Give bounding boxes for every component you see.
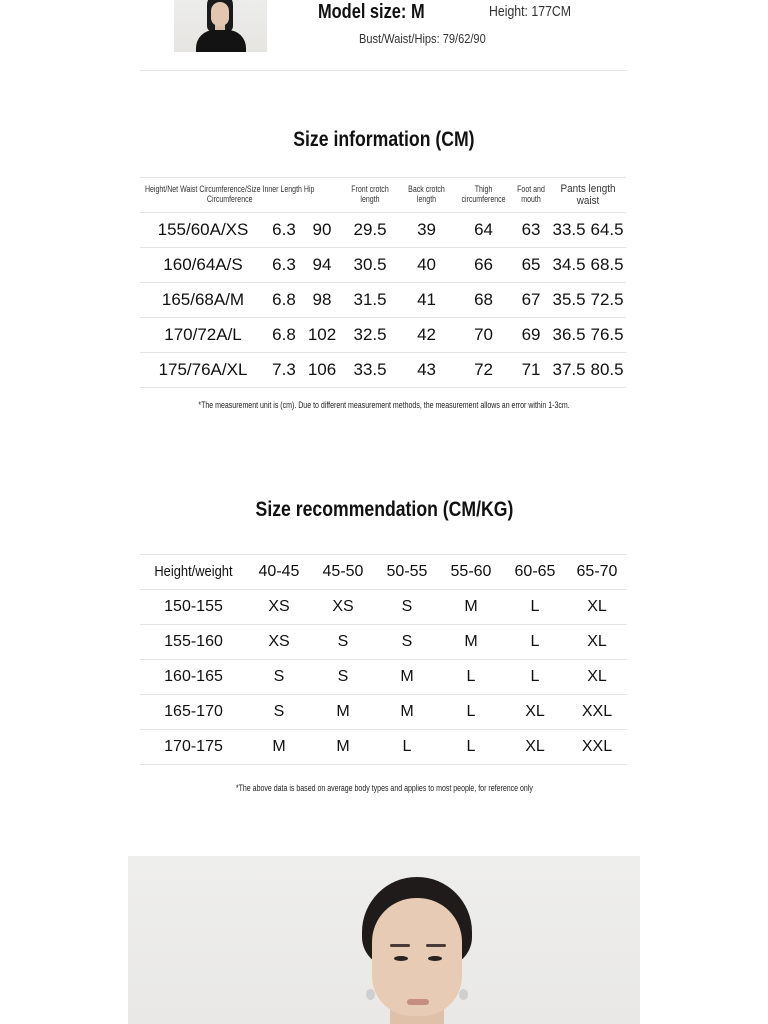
table-cell: L [439, 695, 503, 730]
header-weight-range: 45-50 [311, 555, 375, 590]
table-cell: XL [503, 730, 567, 765]
table-cell: 33.5 [342, 353, 398, 388]
table-row [140, 590, 627, 625]
header-weight-range: 55-60 [439, 555, 503, 590]
table-row [140, 660, 627, 695]
table-row [140, 730, 627, 765]
table-cell: 39 [398, 213, 455, 248]
table-cell: 6.3 [266, 213, 302, 248]
header-back-crotch: Back crotch length [398, 178, 455, 213]
table-row [140, 353, 626, 388]
divider [140, 70, 627, 71]
size-rec-note: *The above data is based on average body types and applies to most people, for reference only [235, 783, 533, 793]
model-height-label: Height: 177CM [489, 3, 572, 20]
table-row [140, 283, 626, 318]
table-cell: XL [567, 590, 627, 625]
row-label-cell: 165/68A/M [140, 283, 266, 318]
table-cell: 90 [302, 213, 342, 248]
model-photo [128, 856, 640, 1024]
table-cell: M [375, 660, 439, 695]
model-measurements: Bust/Waist/Hips: 79/62/90 [359, 31, 486, 46]
table-cell: 33.5 [550, 213, 588, 248]
table-cell: S [247, 695, 311, 730]
table-cell: L [375, 730, 439, 765]
table-cell: 68 [455, 283, 512, 318]
table-cell: M [311, 695, 375, 730]
table-cell: 72.5 [588, 283, 626, 318]
header-pants-length-waist: Pants length waist [550, 178, 626, 213]
table-cell: 80.5 [588, 353, 626, 388]
table-cell: XL [503, 695, 567, 730]
table-cell: 42 [398, 318, 455, 353]
table-cell: 36.5 [550, 318, 588, 353]
table-cell: 7.3 [266, 353, 302, 388]
table-cell: M [439, 590, 503, 625]
header-weight-range: 65-70 [567, 555, 627, 590]
table-cell: 66 [455, 248, 512, 283]
row-label-cell: 165-170 [140, 695, 247, 730]
table-cell: 31.5 [342, 283, 398, 318]
table-cell: 68.5 [588, 248, 626, 283]
table-cell: 70 [455, 318, 512, 353]
table-cell: 69 [512, 318, 550, 353]
row-label-cell: 155-160 [140, 625, 247, 660]
size-info-table [140, 177, 626, 388]
header-height-waist: Height/Net Waist Circumference/Size Inner Length Hip Circumference [140, 178, 342, 213]
row-label-cell: 160-165 [140, 660, 247, 695]
table-cell: M [247, 730, 311, 765]
row-label-cell: 160/64A/S [140, 248, 266, 283]
table-cell: 106 [302, 353, 342, 388]
table-cell: 6.3 [266, 248, 302, 283]
table-cell: 94 [302, 248, 342, 283]
header-thigh: Thigh circumference [455, 178, 512, 213]
table-cell: 41 [398, 283, 455, 318]
table-cell: 102 [302, 318, 342, 353]
table-cell: 64 [455, 213, 512, 248]
table-cell: 67 [512, 283, 550, 318]
row-label-cell: 170/72A/L [140, 318, 266, 353]
row-label-cell: 170-175 [140, 730, 247, 765]
size-rec-title: Size recommendation (CM/KG) [255, 498, 513, 521]
table-cell: 30.5 [342, 248, 398, 283]
table-cell: L [439, 730, 503, 765]
table-cell: XS [311, 590, 375, 625]
table-cell: 64.5 [588, 213, 626, 248]
header-height-weight: Height/weight [140, 555, 247, 590]
table-cell: 32.5 [342, 318, 398, 353]
table-cell: M [439, 625, 503, 660]
table-cell: XXL [567, 730, 627, 765]
table-cell: XS [247, 590, 311, 625]
table-cell: 37.5 [550, 353, 588, 388]
size-info-title: Size information (CM) [293, 128, 475, 151]
table-cell: M [375, 695, 439, 730]
table-cell: L [503, 625, 567, 660]
table-cell: XS [247, 625, 311, 660]
table-cell: 29.5 [342, 213, 398, 248]
table-cell: 65 [512, 248, 550, 283]
table-cell: XL [567, 625, 627, 660]
table-cell: 71 [512, 353, 550, 388]
header-weight-range: 50-55 [375, 555, 439, 590]
table-cell: S [375, 590, 439, 625]
model-size-label: Model size: M [318, 1, 425, 23]
header-weight-range: 60-65 [503, 555, 567, 590]
table-cell: XL [567, 660, 627, 695]
table-cell: 40 [398, 248, 455, 283]
row-label-cell: 175/76A/XL [140, 353, 266, 388]
table-cell: 6.8 [266, 318, 302, 353]
table-cell: S [247, 660, 311, 695]
table-row [140, 318, 626, 353]
table-cell: 76.5 [588, 318, 626, 353]
table-cell: S [311, 625, 375, 660]
table-cell: 63 [512, 213, 550, 248]
table-cell: 34.5 [550, 248, 588, 283]
table-cell: 98 [302, 283, 342, 318]
table-cell: M [311, 730, 375, 765]
table-cell: XXL [567, 695, 627, 730]
header-weight-range: 40-45 [247, 555, 311, 590]
table-cell: L [503, 590, 567, 625]
row-label-cell: 155/60A/XS [140, 213, 266, 248]
table-row [140, 695, 627, 730]
model-thumbnail [174, 0, 267, 52]
table-row [140, 213, 626, 248]
table-cell: S [375, 625, 439, 660]
table-cell: 72 [455, 353, 512, 388]
table-row [140, 625, 627, 660]
table-cell: S [311, 660, 375, 695]
size-rec-table [140, 554, 627, 765]
table-row [140, 248, 626, 283]
table-cell: L [503, 660, 567, 695]
header-front-crotch: Front crotch length [342, 178, 398, 213]
row-label-cell: 150-155 [140, 590, 247, 625]
table-cell: 6.8 [266, 283, 302, 318]
header-foot-mouth: Foot and mouth [512, 178, 550, 213]
table-cell: 35.5 [550, 283, 588, 318]
size-info-note: *The measurement unit is (cm). Due to different measurement methods, the measurement allows an error within 1-3cm. [198, 400, 570, 410]
table-cell: 43 [398, 353, 455, 388]
size-rec-header-row [140, 555, 627, 590]
size-info-header-row [140, 178, 626, 213]
table-cell: L [439, 660, 503, 695]
